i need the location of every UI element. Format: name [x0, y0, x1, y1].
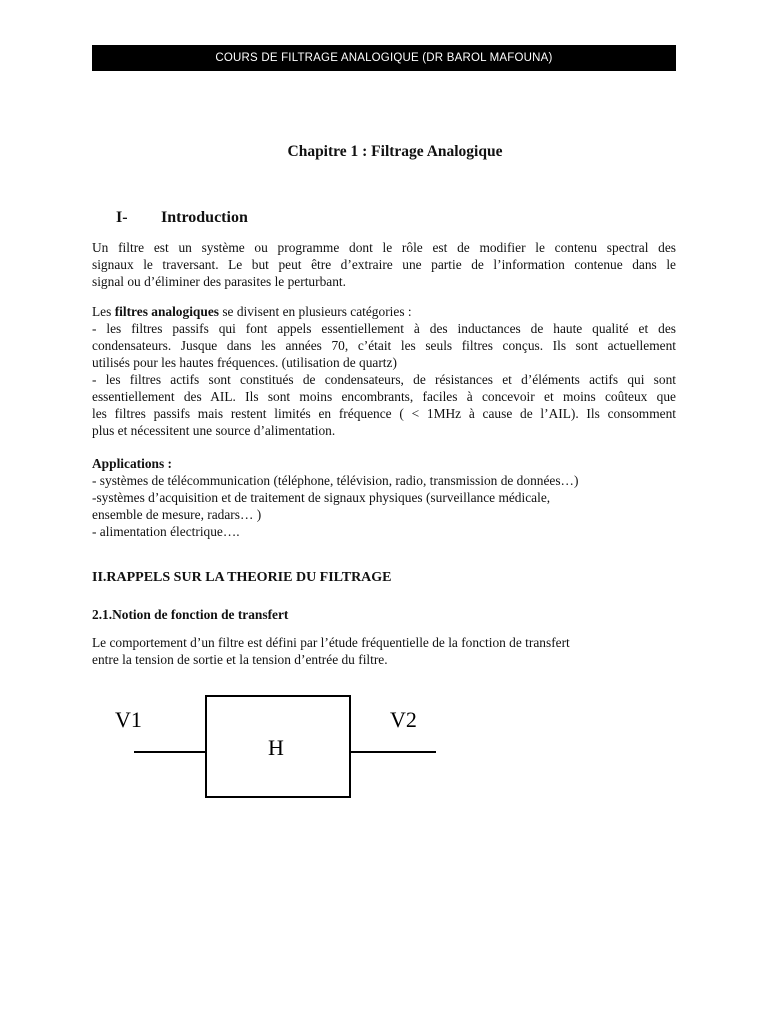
- category-line: - les filtres actifs sont constitués de condensateurs, de résistances et d’éléments actifs qui sont: [92, 372, 676, 387]
- application-line: -systèmes d’acquisition et de traitement de signaux physiques (surveillance médicale,: [92, 490, 551, 505]
- transfer-line: Le comportement d’un filtre est défini par l’étude fréquentielle de la fonction de transfert: [92, 635, 570, 650]
- header-text: COURS DE FILTRAGE ANALOGIQUE (DR BAROL MAFOUNA): [215, 52, 553, 64]
- input-label: V1: [115, 707, 142, 732]
- categories-suffix: se divisent en plusieurs catégories :: [218, 304, 412, 319]
- categories-prefix: Les: [92, 304, 115, 319]
- applications-title: Applications :: [92, 456, 172, 471]
- category-line: - les filtres passifs qui font appels essentiellement à des inductances de haute qualité et des: [92, 321, 676, 336]
- category-line: condensateurs. Jusque dans les années 70, c’était les seuls filtres conçus. Ils sont actuellement: [92, 338, 676, 353]
- block-diagram-svg: [105, 690, 450, 805]
- category-line: utilisés pour les hautes fréquences. (utilisation de quartz): [92, 355, 397, 370]
- categories-paragraph: [92, 303, 676, 439]
- intro-line: Un filtre est un système ou programme dont le rôle est de modifier le contenu spectral des: [92, 240, 676, 255]
- applications-paragraph: [92, 455, 676, 540]
- transfer-line: entre la tension de sortie et la tension d’entrée du filtre.: [92, 652, 388, 667]
- category-line: les filtres passifs mais restent limités en fréquence ( < 1MHz à cause de l’AIL). Ils consomment: [92, 406, 676, 421]
- chapter-title: Chapitre 1 : Filtrage Analogique: [287, 143, 503, 160]
- transfer-function-diagram: [105, 690, 450, 805]
- categories-intro-line: [92, 303, 676, 320]
- application-line: - systèmes de télécommunication (téléphone, télévision, radio, transmission de données…): [92, 473, 579, 488]
- subsection-heading-fonction-transfert: 2.1.Notion de fonction de transfert: [92, 607, 289, 622]
- section-title: Introduction: [161, 209, 248, 226]
- category-line: essentiellement des AIL. Ils sont moins encombrants, faciles à concevoir et moins coûteux que: [92, 389, 676, 404]
- intro-paragraph: [92, 239, 676, 290]
- output-label: V2: [390, 707, 417, 732]
- filtres-analogiques-term: filtres analogiques: [114, 304, 219, 319]
- application-line: ensemble de mesure, radars… ): [92, 507, 262, 522]
- block-label: H: [268, 735, 284, 760]
- section-heading-rappels: II.RAPPELS SUR LA THEORIE DU FILTRAGE: [92, 570, 392, 585]
- intro-line: signaux le traversant. Le but peut être d’extraire une partie de l’information contenue dans le: [92, 257, 676, 272]
- category-line: plus et nécessitent une source d’alimentation.: [92, 423, 336, 438]
- application-line: - alimentation électrique….: [92, 524, 240, 539]
- transfer-function-paragraph: [92, 634, 676, 668]
- section-number: I-: [116, 209, 128, 226]
- section-heading-introduction: [116, 209, 248, 227]
- document-header: [92, 45, 676, 71]
- intro-line: signal ou d’éliminer des parasites le perturbant.: [92, 274, 346, 289]
